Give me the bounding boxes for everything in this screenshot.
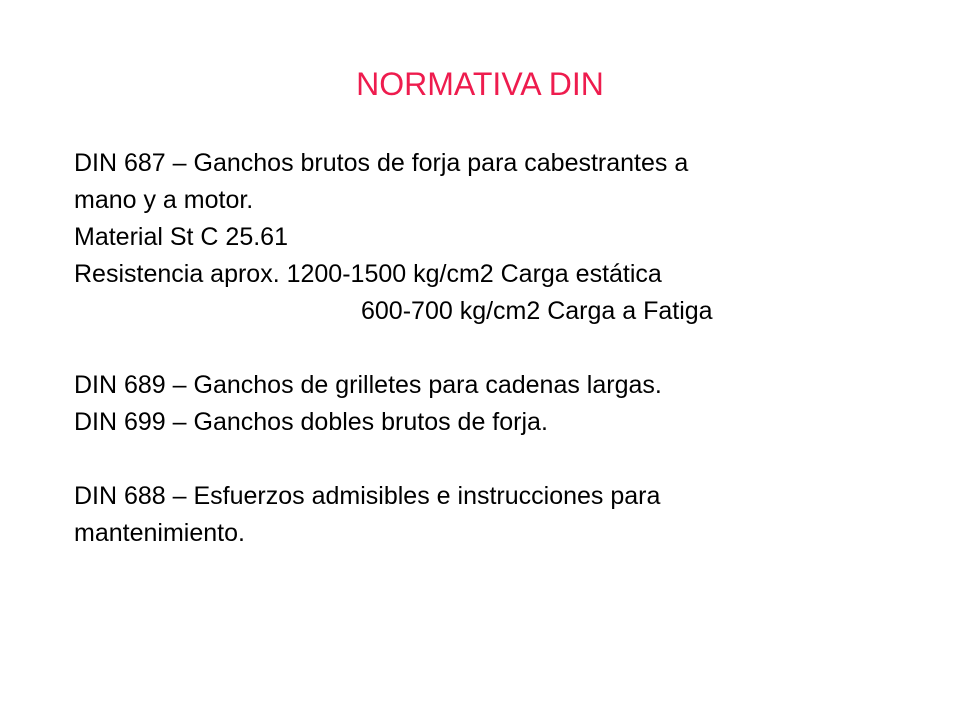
din-687-heading: DIN 687 – Ganchos brutos de forja para cabestrantes a [74, 149, 689, 177]
resistance-fatigue-line: 600-700 kg/cm2 Carga a Fatiga [361, 297, 713, 325]
din-689-699-block [74, 367, 874, 441]
spacer [74, 441, 874, 478]
din-689-line: DIN 689 – Ganchos de grilletes para cadenas largas. [74, 371, 662, 399]
din-699-line: DIN 699 – Ganchos dobles brutos de forja. [74, 408, 548, 436]
din-687-block [74, 145, 874, 330]
din-688-line: DIN 688 – Esfuerzos admisibles e instrucciones para [74, 482, 661, 510]
slide-body [74, 145, 874, 552]
slide-title: NORMATIVA DIN [356, 66, 604, 102]
din-688-line-continued: mantenimiento. [74, 519, 245, 547]
din-688-block [74, 478, 874, 552]
resistance-static-line: Resistencia aprox. 1200-1500 kg/cm2 Carga estática [74, 260, 662, 288]
din-687-heading-continued: mano y a motor. [74, 186, 254, 214]
spacer [74, 330, 874, 367]
material-line: Material St C 25.61 [74, 223, 288, 251]
